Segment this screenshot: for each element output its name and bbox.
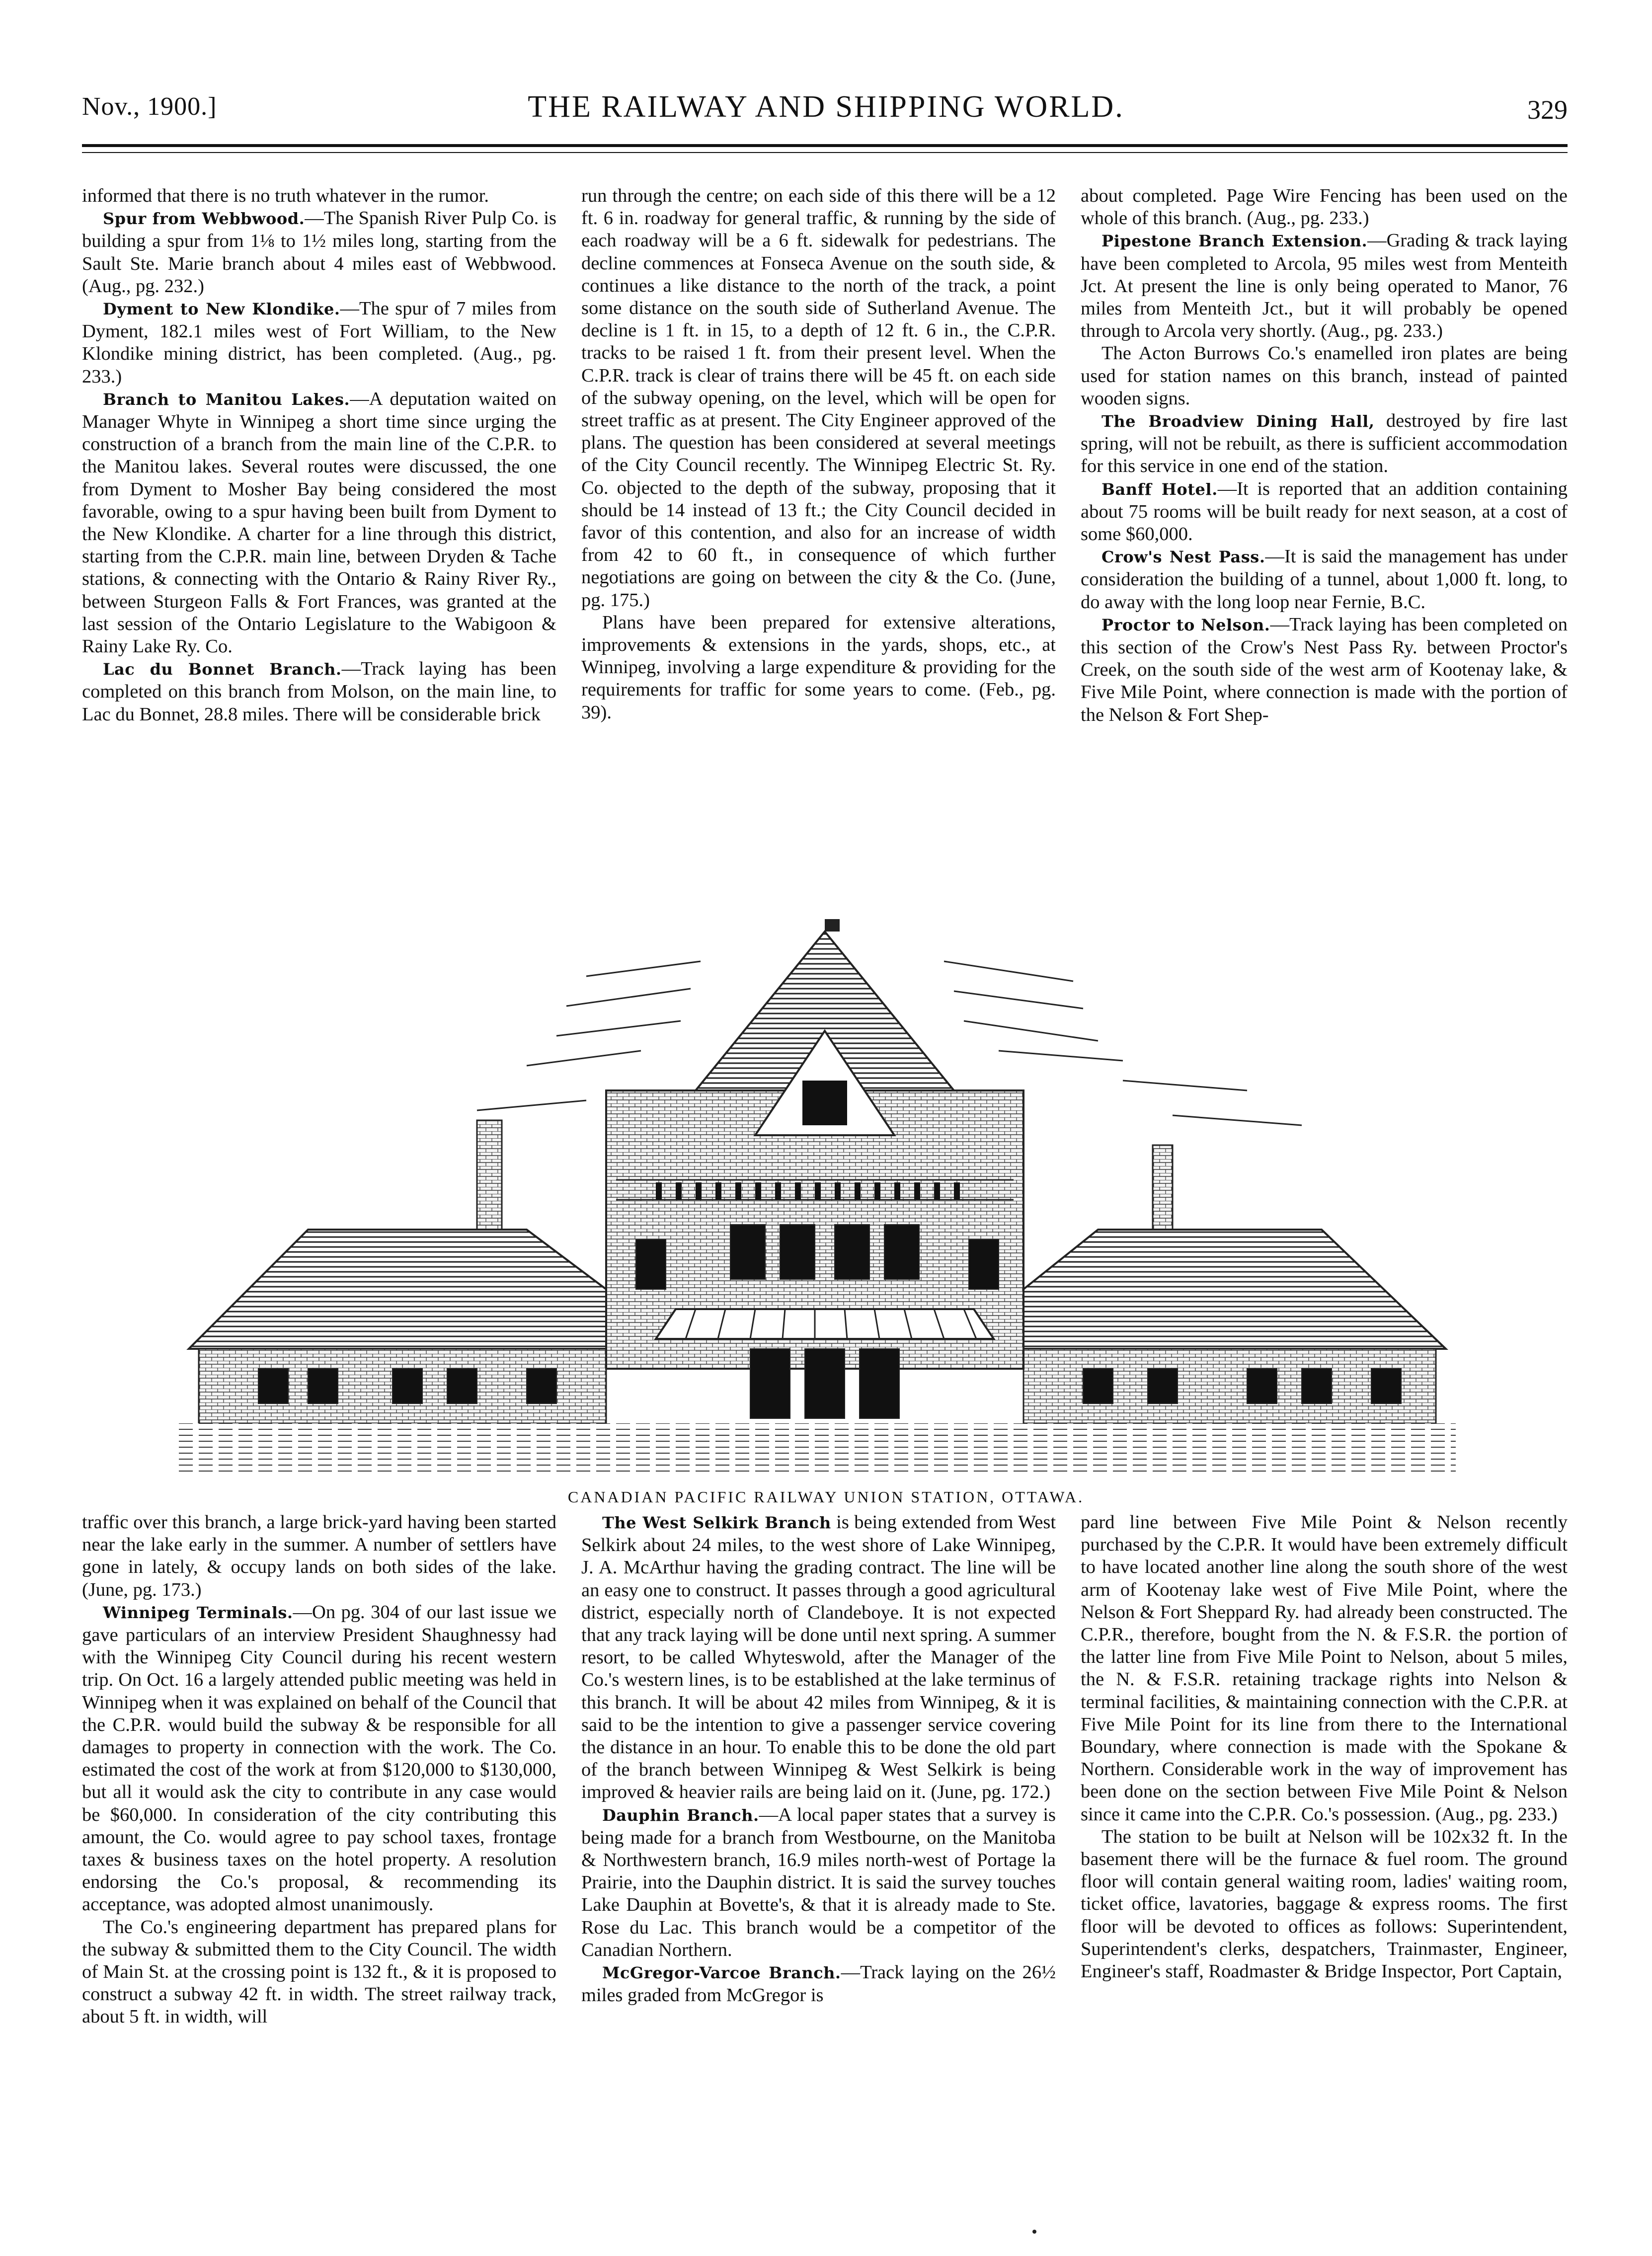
article-paragraph bbox=[581, 1804, 1056, 1961]
figure-caption: CANADIAN PACIFIC RAILWAY UNION STATION, OTTAWA. bbox=[567, 1488, 1085, 1506]
top-column-3 bbox=[1081, 185, 1568, 726]
article-paragraph bbox=[581, 1511, 1056, 1804]
article-paragraph bbox=[1081, 614, 1568, 726]
article-paragraph bbox=[82, 185, 556, 207]
article-paragraph bbox=[82, 1916, 556, 2028]
article-text: —It is reported that an addition containing about 75 rooms will be built ready for next season, at a cost of some $60,000. bbox=[1081, 478, 1568, 545]
article-text: pard line between Five Mile Point & Nelson recently purchased by the C.P.R. It would have been extremely difficult to have located another line along the south shore of the west arm of Kootenay lake west of Five Mile Point, where the Nelson & Fort Sheppard Ry. had already been constructed. The C.P.R., therefore, bought from the N. & F.S.R. the portion of the latter line from Five Mile Point to Nelson, about 5 miles, the N. & F.S.R. retaining trackage rights into Nelson & terminal facilities, & maintaining connection with the C.P.R. at Five Mile Point for its line from there to the International Boundary, where connection is made with the Spokane & Northern. Considerable work in the way of improvement has been done on the section between Five Mile Point & Nelson since it came into the C.P.R. Co.'s possession. (Aug., pg. 233.) bbox=[1081, 1512, 1568, 1825]
article-paragraph bbox=[1081, 1511, 1568, 1826]
article-text: traffic over this branch, a large brick-yard having been started near the lake early in the summer. A number of settlers have gone in lately, & occupy lands on both sides of the lake. (June, pg. 173.) bbox=[82, 1512, 556, 1600]
article-paragraph bbox=[82, 298, 556, 388]
article-text: The Co.'s engineering department has prepared plans for the subway & submitted them to the City Council. The width of Main St. at the crossing point is 132 ft., & it is proposed to construct a subway 42 ft. in width. The street railway track, about 5 ft. in width, will bbox=[82, 1916, 556, 2027]
article-paragraph bbox=[82, 207, 556, 298]
top-column-1 bbox=[82, 185, 556, 726]
article-paragraph bbox=[581, 1961, 1056, 2007]
article-text: —Grading & track laying have been completed to Arcola, 95 miles west from Menteith Jct. At present the line is only being operated to Manor, 76 miles from Menteith Jct., but it will probably be opened through to Arcola very shortly. (Aug., pg. 233.) bbox=[1081, 230, 1568, 342]
article-heading: Lac du Bonnet Branch. bbox=[103, 660, 342, 679]
article-heading: Branch to Manitou Lakes. bbox=[103, 389, 350, 409]
article-text: —It is said the management has under consideration the building of a tunnel, about 1,000 ft. long, to do away with the long loop near Fernie, B.C. bbox=[1081, 546, 1568, 613]
article-heading: Dyment to New Klondike. bbox=[103, 300, 340, 319]
left-wing-roof bbox=[189, 1230, 606, 1349]
article-text: The station to be built at Nelson will be 102x32 ft. In the basement there will be the furnace & fuel room. The ground floor will contain general waiting room, ladies' waiting room, ticket office, lavatories, baggage & express rooms. The first floor will be devoted to offices as follows: Superintendent, Superintendent's clerks, despatchers, Trainmaster, Engineer, Engineer's staff, Roadmaster & Bridge Inspector, Port Captain, bbox=[1081, 1826, 1568, 1982]
article-heading: Banff Hotel. bbox=[1101, 479, 1218, 499]
article-text: —The Spanish River Pulp Co. is building a spur from 1⅛ to 1½ miles long, starting from the Sault Ste. Marie branch about 4 miles east of Webbwood. (Aug., pg. 232.) bbox=[82, 208, 557, 297]
article-paragraph bbox=[1081, 410, 1568, 478]
article-text: —The spur of 7 miles from Dyment, 182.1 miles west of Fort William, to the New Klondike mining district, has been completed. (Aug., pg. 233.) bbox=[82, 298, 557, 387]
article-paragraph bbox=[82, 1511, 556, 1601]
ground-hatching bbox=[179, 1423, 1456, 1473]
article-heading: McGregor-Varcoe Branch. bbox=[602, 1963, 841, 1983]
article-heading: Crow's Nest Pass. bbox=[1101, 547, 1265, 567]
article-paragraph bbox=[1081, 185, 1568, 230]
article-text: —Track laying on the 26½ miles graded from McGregor is bbox=[581, 1962, 1056, 2006]
article-paragraph bbox=[581, 612, 1056, 724]
article-text: is being extended from West Selkirk about 24 miles, to the west shore of Lake Winnipeg, J. A. McArthur having the grading contract. The line will be an easy one to construct. It passes through a good agricultural district, especially north of Clandeboye. It is not expected that any track laying will be done until next spring. A summer resort, to be called Whyteswold, after the Manager of the Co.'s western lines, is to be established at the lake terminus of this branch. It will be about 42 miles from Winnipeg, & it is said to be the intention to give a passenger service covering the distance in an hour. To enable this to be done the old part of the branch between Winnipeg & West Selkirk is being improved & heavier rails are being laid on it. (June, pg. 172.) bbox=[581, 1512, 1056, 1803]
top-column-2 bbox=[581, 185, 1056, 724]
article-heading: The Broadview Dining Hall, bbox=[1101, 412, 1375, 431]
header-rule-thin bbox=[82, 152, 1568, 153]
article-heading: Spur from Webbwood. bbox=[103, 209, 305, 229]
article-text: —A deputation waited on Manager Whyte in Winnipeg a short time since urging the construction of a branch from the main line of the C.P.R. to the Manitou lakes. Several routes were discussed, the one from Dyment to Mosher Bay being considered the most favorable, owing to a spur having been built from Dyment to the New Klondike. A charter for a line through this district, starting from the C.P.R. main line, between Dryden & Tache stations, & connecting with the Ontario & Rainy River Ry., between Sturgeon Falls & Fort Frances, was granted at the last session of the Ontario Legislature to the Wabigoon & Rainy Lake Ry. Co. bbox=[82, 388, 556, 657]
header-rule-thick bbox=[82, 144, 1568, 147]
article-text: destroyed by fire last spring, will not be rebuilt, as there is sufficient accommodation for this service in one end of the station. bbox=[1081, 410, 1568, 477]
article-paragraph bbox=[82, 658, 556, 726]
article-paragraph bbox=[1081, 342, 1568, 410]
issue-date: Nov., 1900.] bbox=[82, 92, 217, 121]
article-text: The Acton Burrows Co.'s enamelled iron plates are being used for station names on this branch, instead of painted wooden signs. bbox=[1081, 343, 1568, 409]
article-text: —Track laying has been completed on this branch from Molson, on the main line, to Lac du Bonnet, 28.8 miles. There will be considerable brick bbox=[82, 658, 556, 725]
article-heading: Pipestone Branch Extension. bbox=[1101, 232, 1368, 251]
article-text: —A local paper states that a survey is being made for a branch from Westbourne, on the Manitoba & Northwestern branch, 16.9 miles north-west of Portage la Prairie, into the Dauphin district. It is said the survey touches Lake Dauphin at Bovette's, & that it is already made to Ste. Rose du Lac. This branch would be a competitor of the Canadian Northern. bbox=[581, 1804, 1056, 1960]
article-text: run through the centre; on each side of this there will be a 12 ft. 6 in. roadway for general traffic, & running by the side of each roadway will be a 6 ft. sidewalk for pedestrians. The decline commences at Fonseca Avenue on the south side, & continues a like distance to the north of the track, a point some distance on the south side of Sutherland Avenue. The decline is 1 ft. in 15, to a depth of 12 ft. 6 in., the C.P.R. tracks to be raised 1 ft. from their present level. When the C.P.R. track is clear of trains there will be 45 ft. on each side of the subway opening, on the level, which will be open for street traffic as at present. The City Engineer approved of the plans. The question has been considered at several meetings of the City Council recently. The Winnipeg Electric St. Ry. Co. objected to the depth of the subway, proposing that it should be 14 instead of 13 ft.; the City Council decided in favor of this contention, and also for an increase of width from 42 to 60 ft., in consequence of which further negotiations are going on between the city & the Co. (June, pg. 175.) bbox=[581, 185, 1056, 611]
bottom-column-3 bbox=[1081, 1511, 1568, 1983]
article-paragraph bbox=[1081, 545, 1568, 614]
article-text: —On pg. 304 of our last issue we gave particulars of an interview President Shaughnessy had with the Winnipeg City Council during his recent western trip. On Oct. 16 a largely attended public meeting was held in Winnipeg when it was explained on behalf of the Council that the C.P.R. would build the subway & be responsible for all damages to property in connection with the work. The Co. estimated the cost of the work at from $120,000 to $130,000, but all it would ask the city to contribute in any case would be $60,000. In consideration of the city contributing this amount, the Co. would agree to pay school taxes, frontage taxes & business taxes on the hotel property. A resolution endorsing the Co.'s proposal, & recommending its acceptance, was adopted almost unanimously. bbox=[82, 1601, 556, 1915]
right-wing-roof bbox=[1023, 1230, 1446, 1349]
article-text: Plans have been prepared for extensive alterations, improvements & extensions in the yards, shops, etc., at Winnipeg, involving a large expenditure & providing for the requirements for traffic for some years to come. (Feb., pg. 39). bbox=[581, 612, 1056, 723]
article-heading: Proctor to Nelson. bbox=[1101, 615, 1270, 634]
article-paragraph bbox=[1081, 230, 1568, 342]
article-text: about completed. Page Wire Fencing has been used on the whole of this branch. (Aug., pg. 233.) bbox=[1081, 185, 1568, 229]
article-paragraph bbox=[82, 1601, 556, 1916]
article-paragraph bbox=[1081, 1826, 1568, 1983]
bottom-column-1 bbox=[82, 1511, 556, 2028]
article-heading: Winnipeg Terminals. bbox=[103, 1603, 293, 1622]
article-heading: The West Selkirk Branch bbox=[602, 1513, 831, 1532]
page-number: 329 bbox=[1527, 95, 1568, 125]
article-text: informed that there is no truth whatever in the rumor. bbox=[82, 185, 489, 206]
article-paragraph bbox=[1081, 478, 1568, 546]
article-heading: Dauphin Branch. bbox=[602, 1805, 759, 1825]
footer-mark bbox=[1032, 2230, 1036, 2234]
station-illustration bbox=[179, 902, 1456, 1476]
publication-title: THE RAILWAY AND SHIPPING WORLD. bbox=[528, 90, 1124, 124]
bottom-column-2 bbox=[581, 1511, 1056, 2007]
article-paragraph bbox=[581, 185, 1056, 612]
article-paragraph bbox=[82, 388, 556, 658]
article-text: —Track laying has been completed on this section of the Crow's Nest Pass Ry. between Proctor's Creek, on the south side of the west arm of Kootenay lake, & Five Mile Point, where connection is made with the portion of the Nelson & Fort Shep- bbox=[1081, 614, 1568, 725]
